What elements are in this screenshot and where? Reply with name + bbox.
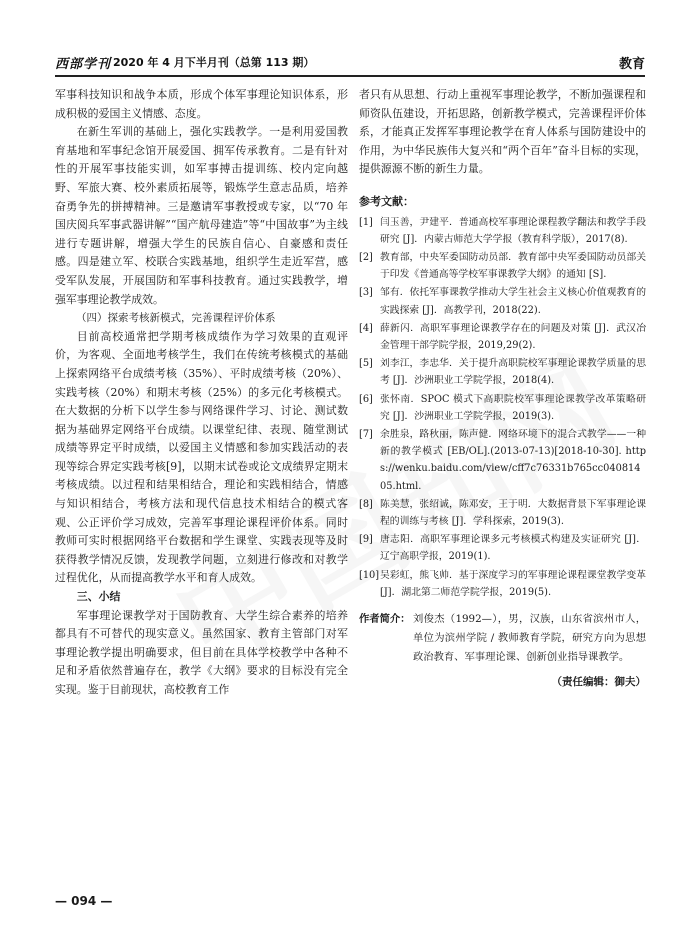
reference-number: [8] (359, 498, 373, 510)
author-bio-label: 作者简介： (359, 613, 411, 626)
reference-number: [6] (359, 393, 373, 405)
subsection-heading: （四）探索考核新模式，完善课程评价体系 (76, 312, 276, 325)
reference-number: [9] (359, 534, 373, 546)
reference-text: 教育部，中央军委国防动员部．教育部中央军委国防动员部关于印发《普通高等学校军事课教学大纲》的通知 [S]. (380, 251, 646, 281)
paragraph: 者只有从思想、行动上重视军事理论教学，不断加强课程和师资队伍建设，开拓思路，创新教学模式，完善课程评价体系，才能真正发挥军事理论教学在育人体系与国防建设中的作用，为中华民族伟大复兴和“两个百年”奋斗目标的实现，提供源源不断的新生力量。 (359, 88, 646, 176)
paragraph: 目前高校通常把学期考核成绩作为学习效果的直观评价，为客观、全面地考核学生，我们在传统考核模式的基础上探索网络平台成绩考核（35%）、平时成绩考核（20%）、实践考核（20%）和期末考核（25%）的多元化考核模式。在大数据的分析下以学生参与网络课件学习、讨论、测试数据为基础界定网络平台成绩。以课堂纪律、表现、随堂测试成绩等界定平时成绩，以爱国主义情感和参加实践活动的表现等综合界定实践考核[9]，以期末试卷或论文成绩界定期末考核成绩。以过程和结果相结合，理论和实践相结合，情感与知识相结合，考核方法和现代信息技术相结合的模式客观、公正评价学习成效，完善军事理论课程评价体系。同时教师可实时根据网络平台数据和学生课堂、实践表现等及时获得教学情况反馈，发现教学问题，立刻进行修改和对教学过程优化，从而提高教学水平和育人成效。 (55, 329, 348, 585)
journal-logo: 西部学刊 (55, 57, 112, 72)
author-bio-text: 刘俊杰（1992—），男，汉族，山东省滨州市人，单位为滨州学院 / 教师教育学院，研究方向为思想政治教育、军事理论课、创新创业指导课教学。 (413, 613, 646, 664)
reference-text: 余胜泉，路秋丽，陈声健．网络环境下的混合式教学——一种新的教学模式 [EB/OL].(2013-07-13)[2018-10-30]. https://wenku.baidu.com/view/cff7c76331b765cc04081405.html. (380, 429, 646, 492)
reference-item (359, 214, 646, 248)
left-column (55, 86, 348, 700)
reference-item (359, 355, 646, 389)
reference-number: [4] (359, 322, 373, 334)
reference-item (359, 567, 646, 601)
reference-item (359, 426, 646, 495)
reference-text: 刘李江，李忠华．关于提升高职院校军事理论课教学质量的思考 [J]．沙洲职业工学院学报，2018(4). (380, 358, 646, 387)
section-heading: 三、小结 (76, 590, 121, 604)
reference-text: 薛新闪．高职军事理论课教学存在的问题及对策 [J]．武汉冶金管理干部学院学报，2019,29(2). (380, 322, 646, 351)
reference-number: [10] (359, 569, 380, 581)
responsible-editor: （责任编辑：御夫） (551, 676, 646, 689)
reference-list (359, 214, 646, 601)
reference-number: [5] (359, 358, 373, 370)
reference-number: [1] (359, 216, 373, 228)
reference-number: [7] (359, 429, 373, 440)
page-number: — 094 — (55, 894, 113, 908)
reference-number: [2] (359, 251, 373, 263)
paragraph: 军事理论课教学对于国防教育、大学生综合素养的培养都具有不可替代的现实意义。虽然国家、教育主管部门对军事理论教学提出明确要求，但目前在具体学校教学中各种不足和矛盾依然普遍存在，教学《大纲》要求的目标没有完全实现。鉴于目前现状，高校教育工作 (55, 608, 348, 696)
author-bio (359, 610, 646, 667)
reference-number: [3] (359, 287, 373, 299)
reference-text: 唐志阳．高职军事理论课多元考核模式构建及实证研究 [J]．辽宁高职学报，2019(1). (380, 534, 646, 563)
reference-item (359, 249, 646, 283)
issue-info: 2020 年 4 月下半月刊（总第 113 期） (113, 56, 315, 69)
paragraph: 在新生军训的基础上，强化实践教学。一是利用爱国教育基地和军事纪念馆开展爱国、拥军传承教育。二是有针对性的开展军事技能实训，如军事搏击提训练、校内定向越野、军旅大赛、校外素质拓展等，锻炼学生意志品质，培养奋勇争先的拼搏精神。三是邀请军事教授或专家，以“70 年国庆阅兵军事武器讲解”“国产航母建造”等“中国故事”为主线进行专题讲解，增强大学生的民族自信心、自豪感和责任感。四是建立军、校联合实践基地，组织学生走近军营，感受军队发展，开展国防和军事科技教育。通过实践教学，增强军事理论教学成效。 (55, 125, 348, 306)
reference-item (359, 320, 646, 354)
references-heading: 参考文献： (359, 194, 414, 208)
header-divider (55, 75, 645, 77)
reference-item (359, 391, 646, 425)
reference-item (359, 531, 646, 565)
reference-text: 邹有．依托军事课教学推动大学生社会主义核心价值观教育的实践探索 [J]．高教学刊，2018(22). (380, 287, 646, 316)
reference-text: 张怀南．SPOC 模式下高职院校军事理论课教学改革策略研究 [J]．沙洲职业工学院学报，2019(3). (380, 393, 646, 422)
section-name: 教育 (618, 57, 645, 72)
right-column (359, 86, 646, 692)
reference-text: 陈美慧，张绍诚，陈邓安，王于明．大数据背景下军事理论课程的训练与考核 [J]．学科探索，2019(3). (380, 498, 646, 528)
paragraph: 军事科技知识和战争本质，形成个体军事理论知识体系，形成积极的爱国主义情感、态度。 (55, 88, 348, 120)
page-header (55, 52, 645, 74)
reference-item (359, 496, 646, 530)
reference-text: 吴彩虹，熊飞帅．基于深度学习的军事理论课程课堂教学变革 [J]．湖北第二师范学院学报，2019(5). (380, 569, 646, 598)
reference-text: 闫玉善，尹建平．普通高校军事理论课程教学翻法和教学手段研究 [J]．内蒙古师范大学学报（教育科学版），2017(8). (380, 216, 646, 245)
reference-item (359, 284, 646, 318)
